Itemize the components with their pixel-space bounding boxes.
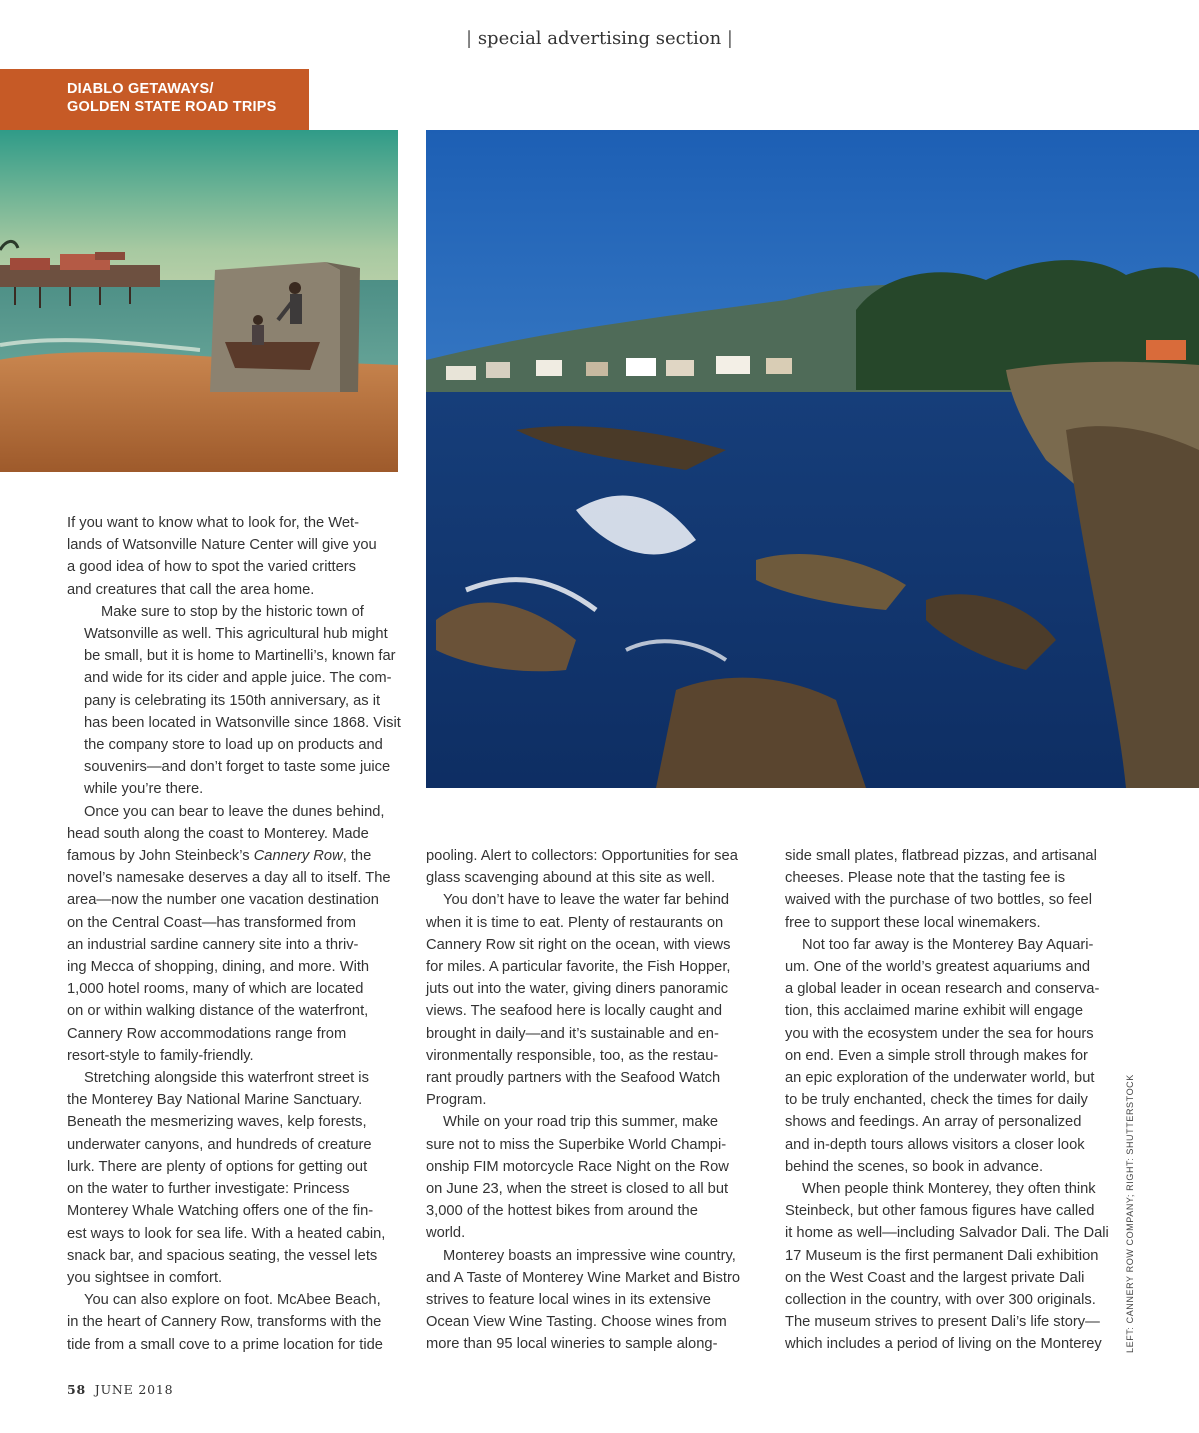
text-line: Make sure to stop by the historic town of (101, 603, 364, 620)
photo-credit: LEFT: CANNERY ROW COMPANY; RIGHT: SHUTTERSTOCK (1125, 1074, 1135, 1353)
text-line: Beneath the mesmerizing waves, kelp forests, (67, 1114, 367, 1131)
text-line: on the water to further investigate: Princess (67, 1181, 350, 1198)
text-line: an industrial sardine cannery site into a thriv- (67, 936, 359, 953)
text-line: 17 Museum is the first permanent Dali exhibition (785, 1247, 1099, 1264)
page-number: 58 (67, 1382, 86, 1397)
paragraph (67, 512, 402, 601)
header-bar-left: | (466, 28, 473, 49)
text-line: While on your road trip this summer, make (443, 1114, 719, 1131)
page-folio (67, 1382, 173, 1397)
text-line: for miles. A particular favorite, the Fish Hopper, (426, 959, 731, 976)
text-line: be small, but it is home to Martinelli’s, known far (84, 648, 396, 665)
text-line: est ways to look for sea life. With a heated cabin, (67, 1225, 386, 1242)
text-line: you sightsee in comfort. (67, 1269, 223, 1286)
paragraph (785, 934, 1120, 1178)
text-line: Not too far away is the Monterey Bay Aquari- (802, 936, 1094, 953)
text-line: Cannery Row sit right on the ocean, with views (426, 936, 731, 953)
mural-illustration (0, 130, 398, 472)
text-line: sure not to miss the Superbike World Champi- (426, 1136, 727, 1153)
article-column-1 (67, 512, 402, 1356)
text-line: Stretching alongside this waterfront street is (84, 1070, 369, 1087)
text-line: lurk. There are plenty of options for getting out (67, 1158, 368, 1175)
text-line: Once you can bear to leave the dunes behind, (84, 803, 385, 820)
text-line: and wide for its cider and apple juice. The com- (84, 670, 392, 687)
text-line: resort-style to family-friendly. (67, 1047, 254, 1064)
text-line: glass scavenging abound at this site as well. (426, 870, 716, 887)
text-line: souvenirs—and don’t forget to taste some juice (84, 759, 391, 776)
article-column-2 (426, 845, 761, 1356)
text-line: Steinbeck, but other famous figures have called (785, 1203, 1095, 1220)
text-line: on the Central Coast—has transformed from (67, 914, 356, 931)
coastline-illustration (426, 130, 1199, 788)
text-line: Ocean View Wine Tasting. Choose wines from (426, 1314, 727, 1331)
text-line: Cannery Row accommodations range from (67, 1025, 347, 1042)
text-line: novel’s namesake deserves a day all to itself. The (67, 870, 391, 887)
text-line: while you’re there. (84, 781, 204, 798)
text-line: vironmentally responsible, too, as the restau- (426, 1047, 719, 1064)
text-line: and in-depth tours allows visitors a closer look (785, 1136, 1085, 1153)
issue-date: JUNE 2018 (94, 1382, 174, 1397)
paragraph (67, 1067, 402, 1289)
text-line: onship FIM motorcycle Race Night on the Row (426, 1158, 729, 1175)
text-line: world. (426, 1225, 466, 1242)
text-line: You don’t have to leave the water far behind (443, 892, 730, 909)
text-line: an epic exploration of the underwater world, but (785, 1070, 1095, 1087)
text-line: more than 95 local wineries to sample along- (426, 1336, 718, 1353)
text-line: cheeses. Please note that the tasting fee is (785, 870, 1066, 887)
photo-monterey-coastline (426, 130, 1199, 788)
text-line: Monterey Whale Watching offers one of the fin- (67, 1203, 374, 1220)
text-line: the company store to load up on products and (84, 737, 383, 754)
text-line: 3,000 of the hottest bikes from around the (426, 1203, 698, 1220)
text-line: collection in the country, with over 300 originals. (785, 1292, 1096, 1309)
text-line: Program. (426, 1092, 487, 1109)
photo-cannery-row-mural (0, 130, 398, 472)
text-line: on June 23, when the street is closed to all but (426, 1181, 729, 1198)
text-line: brought in daily—and it’s sustainable and en- (426, 1025, 719, 1042)
text-line: tion, this acclaimed marine exhibit will engage (785, 1003, 1083, 1020)
text-line: and creatures that call the area home. (67, 581, 315, 598)
paragraph (426, 1111, 761, 1244)
text-line: You can also explore on foot. McAbee Beach, (84, 1292, 381, 1309)
text-line: a good idea of how to spot the varied critters (67, 559, 357, 576)
paragraph (426, 845, 761, 889)
text-line: If you want to know what to look for, the Wet- (67, 515, 359, 531)
text-line: on end. Even a simple stroll through makes for (785, 1047, 1088, 1064)
text-line: behind the scenes, so book in advance. (785, 1158, 1044, 1175)
text-line: shows and feedings. An array of personalized (785, 1114, 1082, 1131)
text-line: famous by John Steinbeck’s Cannery Row, the (67, 848, 372, 865)
book-title: Cannery Row (253, 848, 343, 865)
text-line: which includes a period of living on the Monterey (785, 1336, 1102, 1353)
text-line: area—now the number one vacation destination (67, 892, 379, 909)
text-line: pany is celebrating its 150th anniversary, as it (84, 692, 381, 709)
text-line: free to support these local winemakers. (785, 914, 1041, 931)
text-line: on the West Coast and the largest private Dali (785, 1269, 1085, 1286)
text-line: snack bar, and spacious seating, the vessel lets (67, 1247, 378, 1264)
running-header (0, 28, 1199, 49)
paragraph (426, 1245, 761, 1356)
text-line: to be truly enchanted, check the times for daily (785, 1092, 1088, 1109)
paragraph (67, 1289, 402, 1356)
paragraph (785, 1178, 1120, 1356)
header-text: special advertising section (477, 28, 722, 49)
text-line: views. The seafood here is locally caught and (426, 1003, 723, 1020)
section-tag-line2: GOLDEN STATE ROAD TRIPS (67, 99, 277, 115)
paragraph (426, 889, 761, 1111)
text-line: Monterey boasts an impressive wine country, (443, 1247, 736, 1264)
text-line: in the heart of Cannery Row, transforms with the (67, 1314, 382, 1331)
section-tag (0, 69, 309, 130)
text-line: side small plates, flatbread pizzas, and artisanal (785, 848, 1097, 864)
text-line: Watsonville as well. This agricultural hub might (84, 626, 388, 643)
paragraph (785, 845, 1120, 934)
text-line: um. One of the world’s greatest aquariums and (785, 959, 1091, 976)
text-line: and A Taste of Monterey Wine Market and Bistro (426, 1269, 741, 1286)
text-line: waived with the purchase of two bottles, so feel (785, 892, 1092, 909)
section-tag-line1: DIABLO GETAWAYS/ (67, 81, 214, 97)
paragraph (67, 801, 402, 1067)
header-bar-right: | (726, 28, 733, 49)
text-line: a global leader in ocean research and conserva- (785, 981, 1100, 998)
text-line: When people think Monterey, they often think (802, 1181, 1096, 1198)
text-line: the Monterey Bay National Marine Sanctuary. (67, 1092, 363, 1109)
text-line: strives to feature local wines in its extensive (426, 1292, 711, 1309)
text-line: when it is time to eat. Plenty of restaurants on (426, 914, 724, 931)
article-column-3 (785, 845, 1120, 1356)
paragraph (67, 601, 402, 801)
text-line: you with the ecosystem under the sea for hours (785, 1025, 1094, 1042)
text-line: 1,000 hotel rooms, many of which are located (67, 981, 364, 998)
text-line: pooling. Alert to collectors: Opportunities for sea (426, 848, 738, 864)
text-line: head south along the coast to Monterey. Made (67, 825, 369, 842)
text-line: has been located in Watsonville since 1868. Visit (84, 714, 401, 731)
text-line: lands of Watsonville Nature Center will give you (67, 537, 377, 554)
text-line: ing Mecca of shopping, dining, and more. With (67, 959, 370, 976)
text-line: tide from a small cove to a prime location for tide (67, 1336, 383, 1353)
text-line: underwater canyons, and hundreds of creature (67, 1136, 372, 1153)
text-line: on or within walking distance of the waterfront, (67, 1003, 369, 1020)
text-line: The museum strives to present Dali’s life story— (785, 1314, 1100, 1331)
text-line: it home as well—including Salvador Dali. The Dali (785, 1225, 1109, 1242)
text-line: rant proudly partners with the Seafood Watch (426, 1070, 721, 1087)
text-line: juts out into the water, giving diners panoramic (426, 981, 729, 998)
